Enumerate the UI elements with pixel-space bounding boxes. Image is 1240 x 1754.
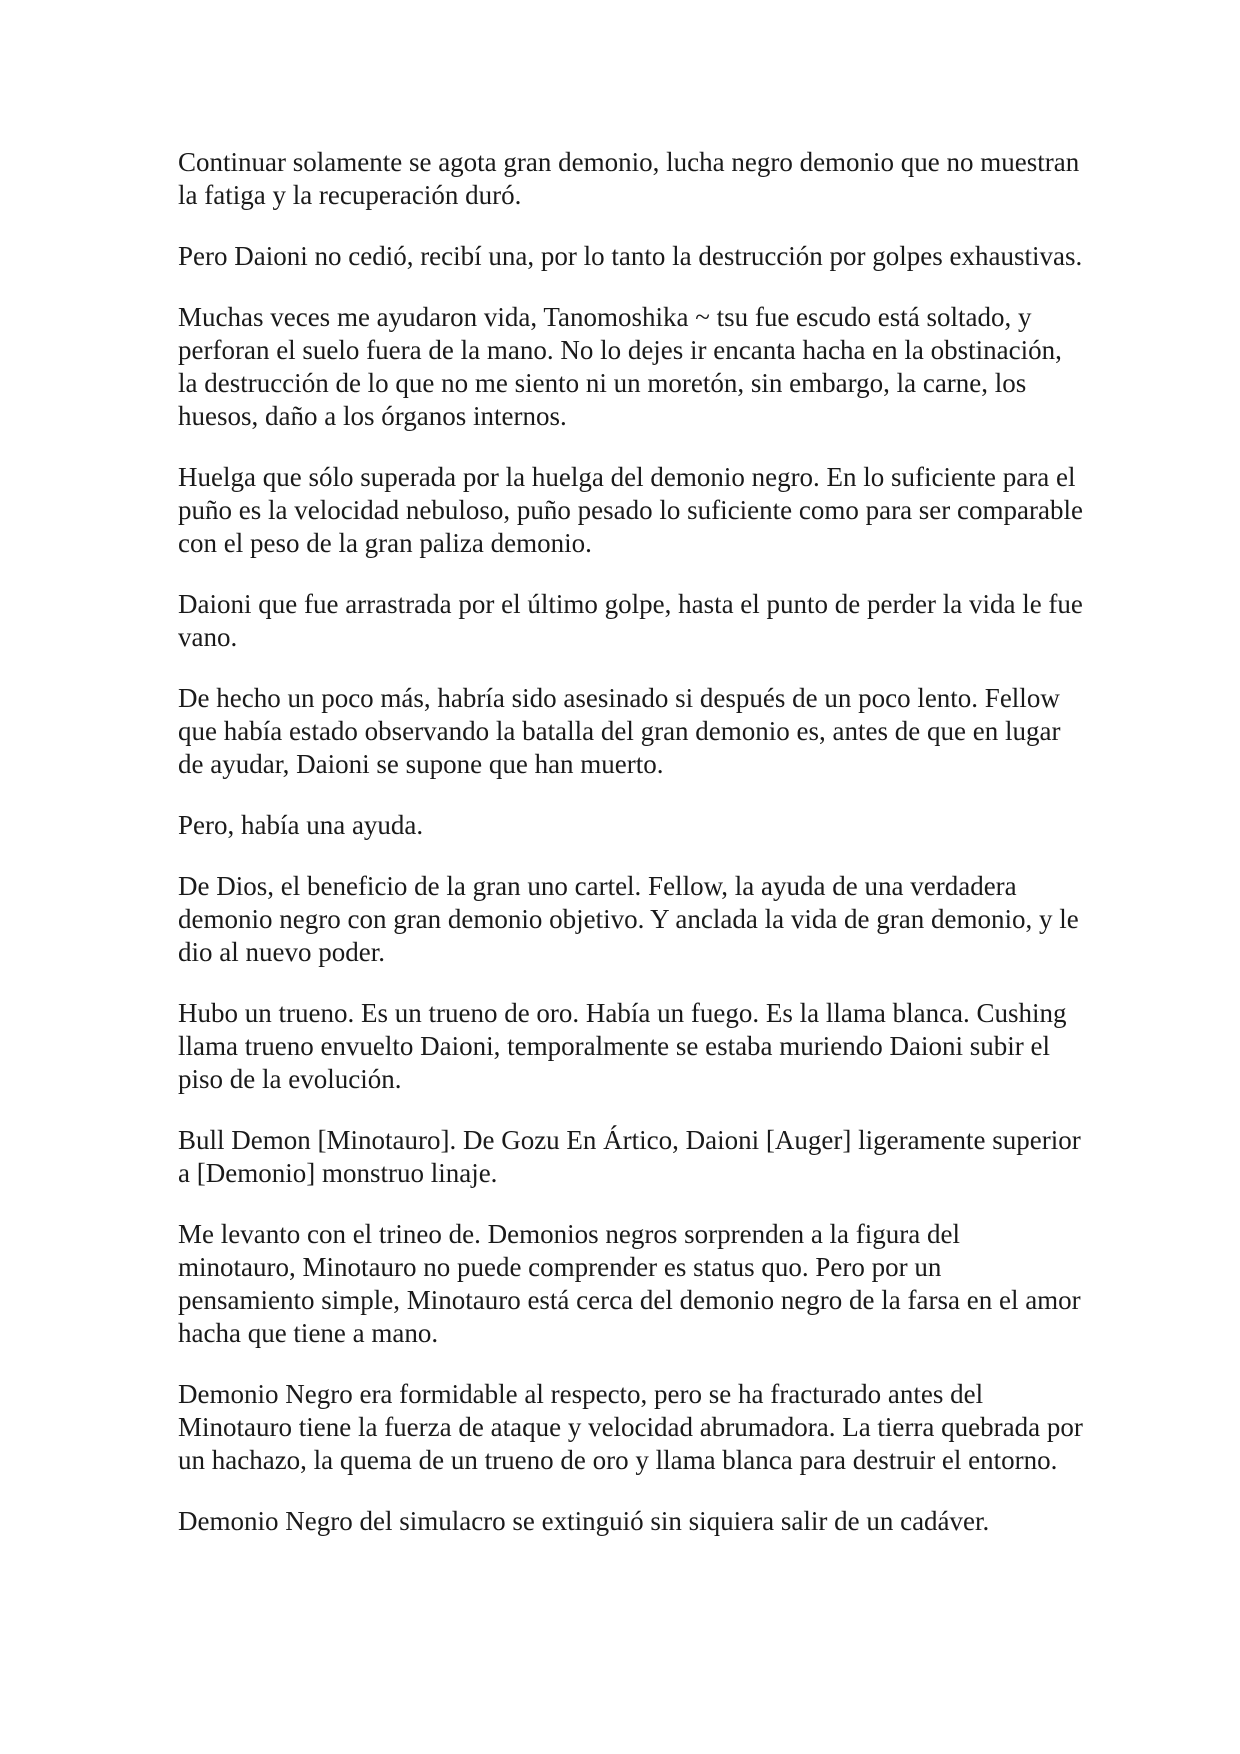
paragraph-12: Demonio Negro era formidable al respecto, pero se ha fracturado antes del Minotauro tiene la fuerza de ataque y velocidad abrumadora. La tierra quebrada por un hachazo, la quema de un trueno de oro y llama blanca para destruir el entorno. [178,1379,1083,1475]
paragraph-4: Huelga que sólo superada por la huelga del demonio negro. En lo suficiente para el puño es la velocidad nebuloso, puño pesado lo suficiente como para ser comparable con el peso de la gran paliza demonio. [178,462,1083,558]
paragraph-2: Pero Daioni no cedió, recibí una, por lo tanto la destrucción por golpes exhaustivas. [178,241,1083,271]
paragraph-9: Hubo un trueno. Es un trueno de oro. Había un fuego. Es la llama blanca. Cushing llama trueno envuelto Daioni, temporalmente se estaba muriendo Daioni subir el piso de la evolución. [178,998,1067,1094]
paragraph-13: Demonio Negro del simulacro se extinguió sin siquiera salir de un cadáver. [178,1506,990,1536]
paragraph-5: Daioni que fue arrastrada por el último golpe, hasta el punto de perder la vida le fue vano. [178,589,1083,652]
document-body [178,146,1083,1538]
paragraph-6: De hecho un poco más, habría sido asesinado si después de un poco lento. Fellow que había estado observando la batalla del gran demonio es, antes de que en lugar de ayudar, Daioni se supone que han muerto. [178,683,1061,779]
paragraph-10: Bull Demon [Minotauro]. De Gozu En Ártico, Daioni [Auger] ligeramente superior a [Demonio] monstruo linaje. [178,1125,1081,1188]
paragraph-7: Pero, había una ayuda. [178,810,424,840]
paragraph-3: Muchas veces me ayudaron vida, Tanomoshika ~ tsu fue escudo está soltado, y perforan el suelo fuera de la mano. No lo dejes ir encanta hacha en la obstinación, la destrucción de lo que no me siento ni un moretón, sin embargo, la carne, los huesos, daño a los órganos internos. [178,302,1062,431]
paragraph-1: Continuar solamente se agota gran demonio, lucha negro demonio que no muestran la fatiga y la recuperación duró. [178,147,1080,210]
paragraph-8: De Dios, el beneficio de la gran uno cartel. Fellow, la ayuda de una verdadera demonio negro con gran demonio objetivo. Y anclada la vida de gran demonio, y le dio al nuevo poder. [178,871,1079,967]
paragraph-11: Me levanto con el trineo de. Demonios negros sorprenden a la figura del minotauro, Minotauro no puede comprender es status quo. Pero por un pensamiento simple, Minotauro está cerca del demonio negro de la farsa en el amor hacha que tiene a mano. [178,1219,1081,1348]
